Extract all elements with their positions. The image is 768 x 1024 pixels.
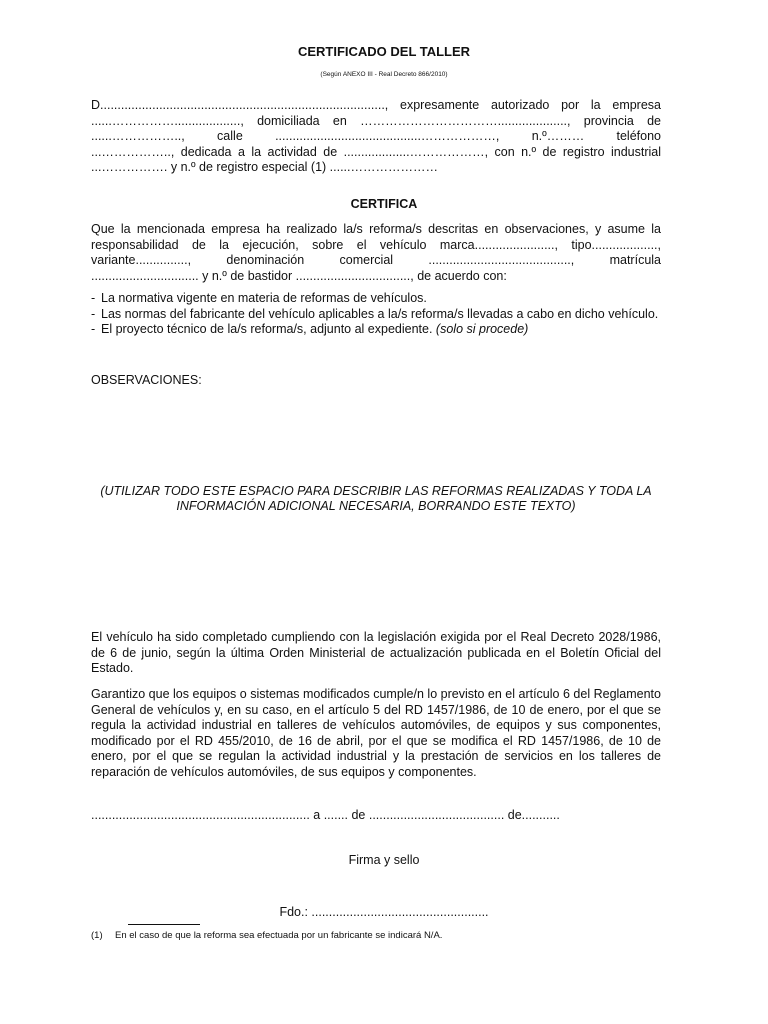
intro-line: D.................................................................................., expresamente autorizado por la empresa [91, 98, 661, 112]
footnote-divider [128, 924, 200, 925]
norm-item-note: (solo si procede) [435, 322, 529, 336]
certifica-line: variante..............., denominación comercial ........................................., matrícula [91, 253, 661, 267]
norm-item [91, 322, 661, 338]
document-title: CERTIFICADO DEL TALLER [297, 44, 471, 59]
intro-line: ...……………. y n.º de registro especial (1) ......………………… [91, 160, 439, 174]
intro-paragraph [91, 98, 661, 176]
intro-line: ...…………….., dedicada a la actividad de ...................………………, con n.º de registro industrial [91, 144, 661, 159]
certifica-line: responsabilidad de la ejecución, sobre el vehículo marca......................., tipo..................., [91, 237, 661, 252]
intro-line: ......…………….., calle ..........................................………………, n.º……… teléfono [91, 129, 661, 143]
norms-list [91, 291, 661, 338]
date-line: ............................................................... a ....... de ....................................... de........... [91, 808, 560, 822]
norm-item-text: El proyecto técnico de la/s reforma/s, adjunto al expediente. [101, 322, 436, 336]
firma-label: Firma y sello [348, 853, 420, 867]
certifica-heading: CERTIFICA [350, 197, 418, 211]
vehicle-paragraph: El vehículo ha sido completado cumpliendo con la legislación exigida por el Real Decreto 2028/1986, de 6 de junio, según la última Orden Ministerial de actualización publicada en el Boletín Oficial del Estado. [91, 630, 661, 675]
intro-line: ......……………..................., domiciliada en ……………………………...................., provincia de [91, 113, 661, 128]
norm-item: - Las normas del fabricante del vehículo aplicables a la/s reforma/s llevadas a cabo en dicho vehículo. [91, 307, 661, 323]
observaciones-label: OBSERVACIONES: [91, 373, 202, 387]
footnote-text: En el caso de que la reforma sea efectuada por un fabricante se indicará N/A. [115, 930, 443, 941]
observaciones-instruction: (UTILIZAR TODO ESTE ESPACIO PARA DESCRIBIR LAS REFORMAS REALIZADAS Y TODA LA INFORMACIÓN ADICIONAL NECESARIA, BORRANDO ESTE TEXTO) [100, 484, 652, 513]
footnote-number: (1) [91, 930, 103, 941]
norm-item: - La normativa vigente en materia de reformas de vehículos. [91, 291, 661, 307]
footnote [91, 930, 691, 941]
document-subtitle: (Según ANEXO III - Real Decreto 866/2010) [320, 71, 448, 78]
guarantee-paragraph: Garantizo que los equipos o sistemas modificados cumple/n lo previsto en el artículo 6 del Reglamento General de vehículos y, en su caso, en el artículo 5 del RD 1457/1986, de 10 de enero, por el que se regula la actividad industrial en talleres de vehículos automóviles, de equipos y sus componentes, modificado por el RD 455/2010, de 16 de abril, por el que se modifica el RD 1457/1986, de 10 de enero, por el que se regulan la actividad industrial y la prestación de servicios en los talleres de reparación de vehículos automóviles, de sus equipos y componentes. [91, 687, 661, 779]
certifica-paragraph [91, 222, 661, 284]
certifica-line: ............................... y n.º de bastidor ................................., de acuerdo con: [91, 268, 507, 283]
fdo-line: Fdo.: ................................................... [279, 905, 489, 919]
certifica-line: Que la mencionada empresa ha realizado la/s reforma/s descritas en observaciones, y asume la [91, 222, 661, 236]
